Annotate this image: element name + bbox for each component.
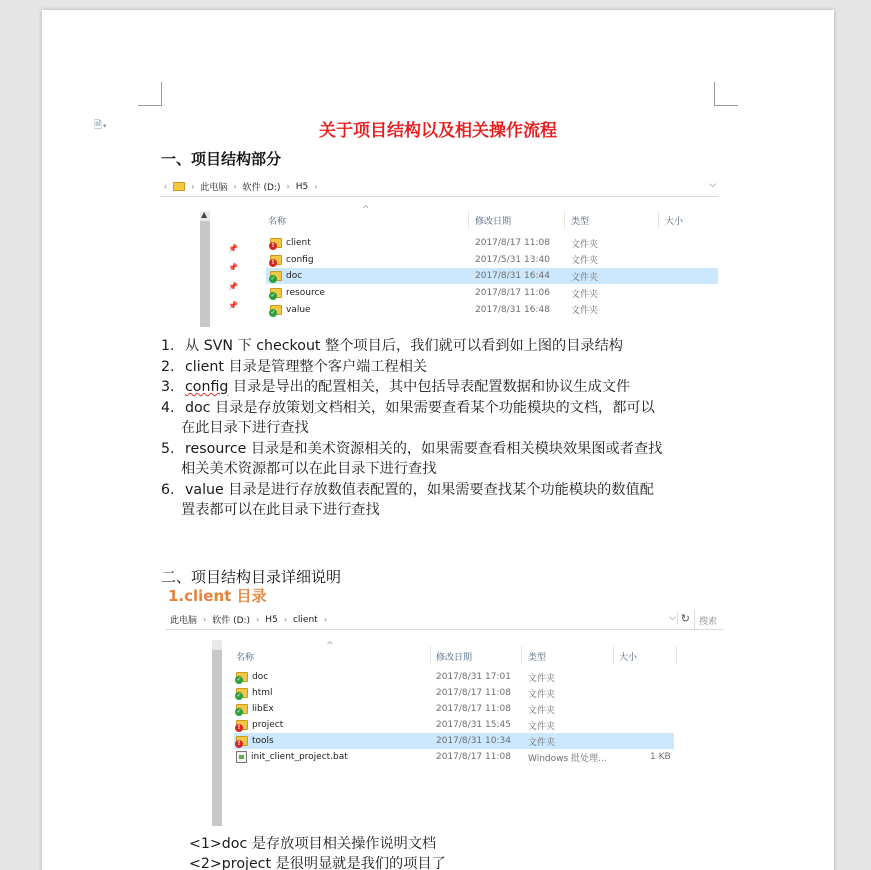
list-number: 6.: [161, 481, 175, 498]
column-header-modified[interactable]: 修改日期: [436, 653, 473, 663]
pin-icon[interactable]: 📌: [228, 301, 238, 310]
row-type: Windows 批处理...: [528, 753, 607, 764]
row-type: 文件夹: [528, 705, 556, 716]
scrollbar-thumb[interactable]: [200, 221, 210, 327]
chevron-right-icon: ›: [283, 615, 287, 624]
list-item-text: 相关美术资源都可以在此目录下进行查找: [181, 461, 437, 477]
section-heading-structure: 一、项目结构部分: [161, 150, 282, 168]
column-header-modified[interactable]: 修改日期: [475, 217, 512, 227]
row-name[interactable]: [270, 305, 311, 315]
list-item: [161, 480, 721, 521]
list-item-text: client 目录是管理整个客户端工程相关: [185, 358, 428, 375]
check-icon: ✓: [270, 275, 276, 283]
address-bar[interactable]: [160, 177, 718, 197]
svn-normal-folder-icon: [270, 271, 282, 281]
table-row[interactable]: [266, 285, 718, 301]
svn-normal-folder-icon: [270, 288, 282, 298]
row-name[interactable]: [270, 255, 314, 265]
list-item: [161, 398, 721, 439]
row-size: 1 KB: [650, 752, 671, 762]
exclamation-icon: !: [235, 724, 243, 732]
address-bar[interactable]: [166, 610, 724, 630]
column-divider[interactable]: [521, 646, 522, 664]
row-type: 文件夹: [528, 689, 556, 700]
pin-icon[interactable]: 📌: [228, 244, 238, 253]
row-name[interactable]: [236, 688, 273, 698]
row-name[interactable]: [270, 271, 302, 281]
row-name-text: project: [252, 720, 284, 730]
chevron-right-icon: ›: [203, 615, 207, 624]
row-name-text: tools: [252, 736, 274, 746]
row-name[interactable]: [270, 288, 325, 298]
table-row[interactable]: [234, 685, 674, 701]
breadcrumb-item[interactable]: H5: [265, 614, 278, 625]
table-row[interactable]: [266, 252, 718, 268]
column-header-name[interactable]: 名称: [268, 217, 287, 227]
column-divider[interactable]: [430, 646, 431, 664]
row-date: 2017/5/31 13:40: [475, 254, 550, 265]
row-type: 文件夹: [571, 306, 599, 317]
breadcrumb-item[interactable]: client: [292, 614, 318, 625]
refresh-icon[interactable]: ↻: [677, 612, 690, 625]
row-name-text: resource: [286, 288, 325, 299]
batch-file-icon: [236, 751, 247, 763]
column-header-type[interactable]: 类型: [571, 217, 590, 227]
search-input[interactable]: 搜索: [694, 610, 724, 629]
row-name[interactable]: [236, 704, 274, 714]
row-name-text: libEx: [252, 704, 274, 714]
explorer-screenshot-client: [166, 610, 724, 826]
table-row[interactable]: [266, 235, 718, 251]
svn-normal-folder-icon: [236, 704, 248, 714]
column-divider[interactable]: [468, 211, 469, 229]
chevron-right-icon: ›: [314, 182, 318, 191]
row-type: 文件夹: [528, 721, 556, 732]
list-number: 4.: [161, 399, 175, 416]
list-item: [161, 439, 721, 480]
row-name[interactable]: [236, 672, 268, 682]
exclamation-icon: !: [235, 740, 243, 748]
breadcrumb-item[interactable]: 软件 (D:): [242, 183, 281, 193]
crop-mark-right: [714, 82, 738, 106]
chevron-down-icon[interactable]: ⌵: [709, 180, 716, 190]
scroll-up-icon[interactable]: ▲: [201, 210, 208, 219]
row-date: 2017/8/31 16:44: [475, 271, 550, 282]
pin-icon[interactable]: 📌: [228, 263, 238, 272]
notes-block: [189, 834, 446, 870]
crop-mark-left: [138, 82, 162, 106]
spellcheck-word: config: [185, 379, 229, 395]
check-icon: ✓: [236, 676, 242, 683]
row-name-text: value: [286, 304, 311, 315]
note-line: <1>doc 是存放项目相关操作说明文档: [189, 836, 437, 852]
row-name[interactable]: [236, 720, 283, 730]
table-row[interactable]: [234, 669, 674, 685]
sort-ascending-icon: ^: [326, 641, 334, 651]
document-page: [42, 10, 834, 870]
list-item: [161, 377, 721, 398]
row-type: 文件夹: [528, 673, 556, 684]
list-number: 1.: [161, 338, 175, 354]
check-icon: ✓: [270, 308, 276, 316]
row-date: 2017/8/17 11:08: [475, 238, 550, 248]
row-date: 2017/8/31 16:48: [475, 304, 550, 315]
column-header-size[interactable]: 大小: [619, 653, 638, 663]
sort-ascending-icon: ^: [362, 205, 370, 215]
chevron-right-icon: ›: [233, 182, 237, 191]
check-icon: ✓: [236, 708, 242, 715]
svn-modified-folder-icon: [270, 238, 282, 248]
table-row[interactable]: [234, 749, 674, 765]
subsection-heading-client: 1.client 目录: [168, 587, 267, 605]
exclamation-icon: !: [269, 259, 277, 267]
column-divider[interactable]: [658, 211, 659, 229]
chevron-right-icon: ›: [286, 182, 290, 191]
row-name-text: config: [286, 254, 314, 265]
table-row[interactable]: [234, 733, 674, 749]
row-name-text: html: [252, 688, 273, 698]
breadcrumb-item[interactable]: 软件 (D:): [212, 616, 251, 626]
table-row[interactable]: [234, 701, 674, 717]
row-type: 文件夹: [571, 289, 599, 300]
row-date: 2017/8/31 17:01: [436, 672, 511, 682]
scrollbar-thumb[interactable]: [212, 650, 222, 826]
row-name-text: doc: [286, 271, 303, 282]
breadcrumb-item[interactable]: 此电脑: [170, 616, 198, 626]
table-row[interactable]: [266, 302, 718, 318]
row-name[interactable]: [236, 736, 274, 746]
list-item-text: resource 目录是和美术资源相关的，如果需要查看相关模块效果图或者查找: [185, 440, 663, 457]
column-header-size[interactable]: 大小: [665, 217, 684, 227]
check-icon: ✓: [236, 692, 242, 699]
row-date: 2017/8/17 11:06: [475, 288, 550, 299]
list-item: [161, 336, 721, 357]
row-type: 文件夹: [528, 737, 556, 748]
list-item-text: doc 目录是存放策划文档相关，如果需要查看某个功能模块的文档，都可以: [185, 399, 655, 416]
row-type: 文件夹: [571, 272, 599, 283]
column-divider[interactable]: [676, 646, 677, 664]
svn-modified-folder-icon: [236, 736, 248, 746]
breadcrumb-item[interactable]: H5: [295, 181, 309, 192]
chevron-right-icon: ›: [323, 615, 327, 624]
list-item-text: value 目录是进行存放数值表配置的，如果需要查找某个功能模块的数值配: [185, 481, 654, 498]
row-date: 2017/8/31 10:34: [436, 736, 511, 746]
row-date: 2017/8/17 11:08: [436, 752, 511, 762]
back-chevron-icon: ‹: [164, 182, 168, 191]
row-name-text: init_client_project.bat: [251, 752, 348, 762]
svn-normal-folder-icon: [236, 672, 248, 682]
column-divider[interactable]: [564, 211, 565, 229]
exclamation-icon: !: [269, 242, 277, 250]
row-date: 2017/8/31 15:45: [436, 720, 511, 730]
list-item-text: 置表都可以在此目录下进行查找: [181, 502, 380, 518]
section-heading-details: 二、项目结构目录详细说明: [161, 568, 342, 586]
dropdown-arrow-icon[interactable]: ▾: [103, 122, 107, 130]
document-title: 关于项目结构以及相关操作流程: [319, 121, 557, 141]
column-header-type[interactable]: 类型: [528, 653, 547, 663]
row-date: 2017/8/17 11:08: [436, 704, 511, 714]
list-number: 5.: [161, 440, 175, 457]
row-type: 文件夹: [571, 239, 599, 250]
explorer-screenshot-h5: [160, 177, 718, 327]
svn-normal-folder-icon: [270, 305, 282, 315]
row-type: 文件夹: [571, 256, 599, 267]
table-row[interactable]: [266, 268, 718, 284]
navigation-pane: [160, 198, 196, 327]
list-number: 3.: [161, 379, 175, 395]
list-number: 2.: [161, 358, 175, 375]
column-header-name[interactable]: 名称: [236, 653, 255, 663]
column-divider[interactable]: [613, 646, 614, 664]
row-name[interactable]: [236, 751, 348, 763]
note-line: <2>project 是很明显就是我们的项目了: [189, 856, 446, 870]
list-item-text: 在此目录下进行查找: [181, 420, 309, 436]
svn-modified-folder-icon: [236, 720, 248, 730]
svn-modified-folder-icon: [270, 255, 282, 265]
row-name-text: doc: [252, 672, 269, 682]
pin-icon[interactable]: 📌: [228, 282, 238, 291]
list-item-text: 目录是导出的配置相关，其中包括导表配置数据和协议生成文件: [228, 379, 631, 395]
list-item: [161, 357, 721, 378]
row-name[interactable]: [270, 238, 311, 248]
chevron-right-icon: ›: [256, 615, 260, 624]
folder-icon: [173, 182, 185, 191]
chevron-down-icon[interactable]: ⌵: [669, 613, 676, 623]
breadcrumb-item[interactable]: 此电脑: [200, 183, 228, 193]
check-icon: ✓: [270, 292, 276, 300]
instruction-list: [161, 336, 721, 521]
row-date: 2017/8/17 11:08: [436, 688, 511, 698]
row-name-text: client: [286, 238, 311, 248]
table-row[interactable]: [234, 717, 674, 733]
paragraph-options-icon[interactable]: 🗎▾: [94, 120, 107, 131]
svn-normal-folder-icon: [236, 688, 248, 698]
chevron-right-icon: ›: [191, 182, 195, 191]
list-item-text: 从 SVN 下 checkout 整个项目后，我们就可以看到如上图的目录结构: [185, 338, 623, 354]
